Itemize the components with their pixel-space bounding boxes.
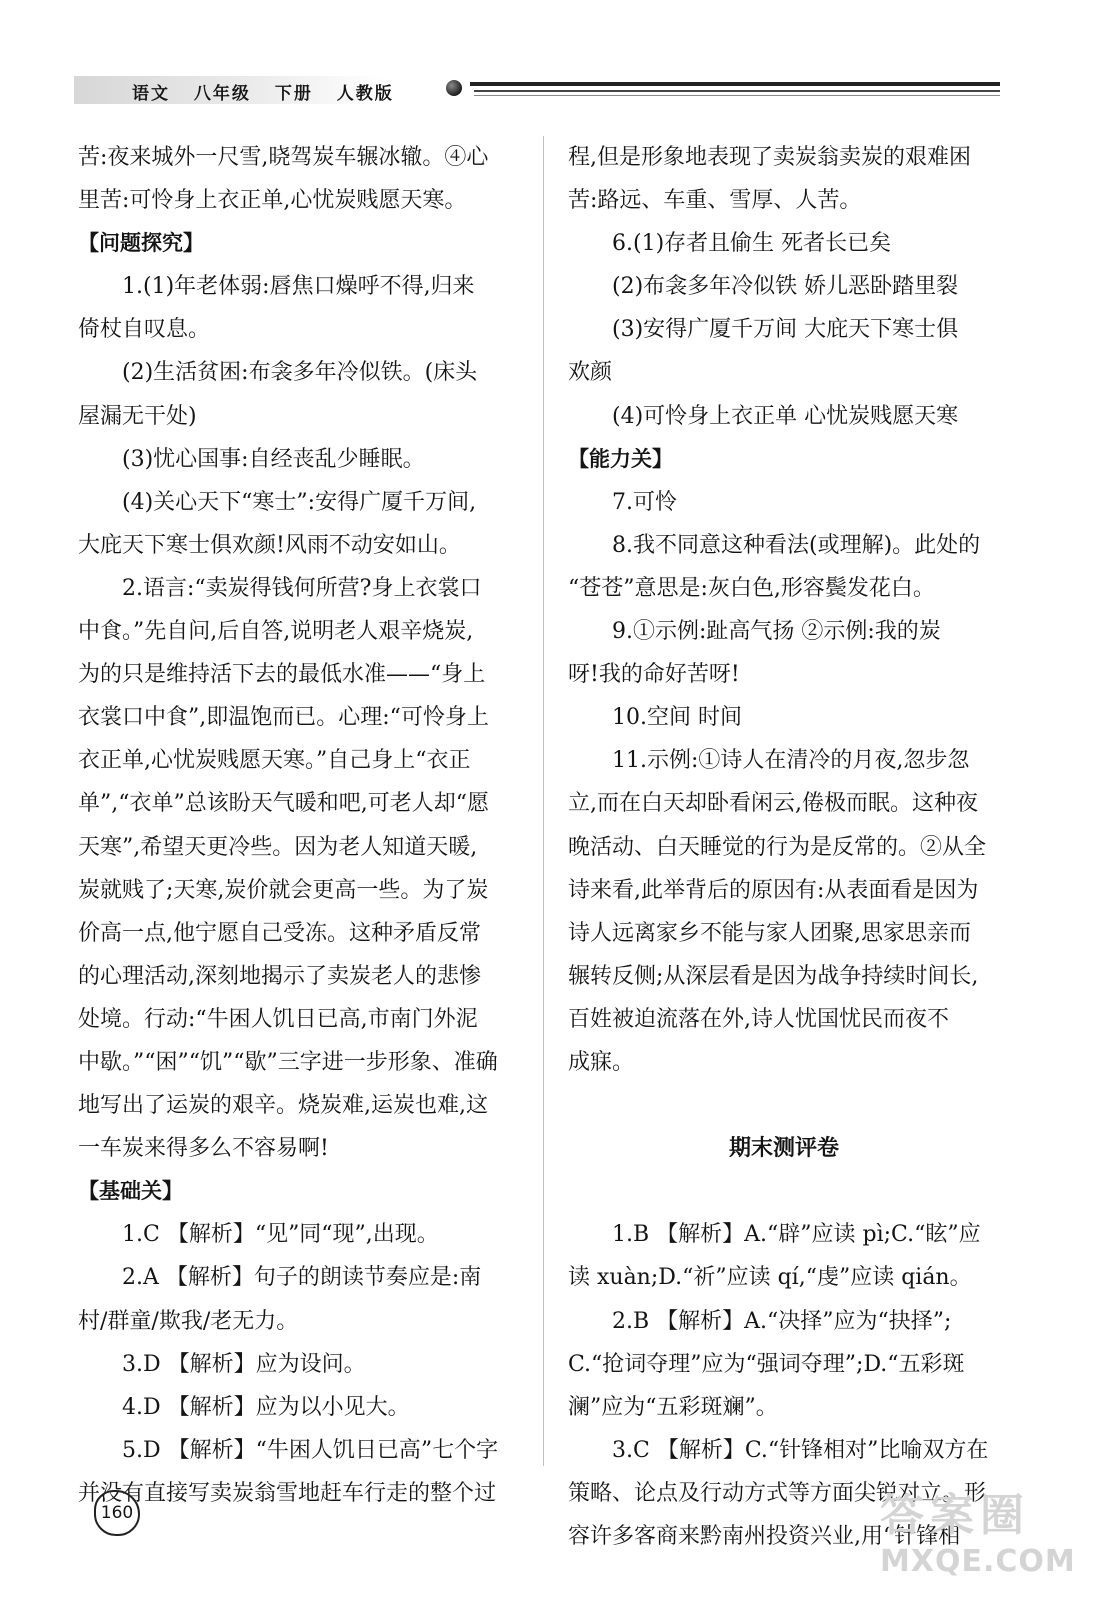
left-column — [78, 136, 520, 1515]
page-number-badge — [94, 1490, 140, 1536]
header-volume: 下册 — [274, 84, 313, 104]
header-dot-icon — [446, 80, 462, 96]
text-line: 中食。”先自问,后自答,说明老人艰辛烧炭, — [78, 619, 474, 645]
blank-line — [568, 1170, 1000, 1213]
text-line: 1.C 【解析】“见”同“现”,出现。 — [122, 1222, 439, 1248]
text-line: “苍苍”意思是:灰白色,形容鬓发花白。 — [568, 575, 935, 601]
text-line: 7.可怜 — [612, 489, 677, 515]
text-line: 炭就贱了;天寒,炭价就会更高一些。为了炭 — [78, 877, 489, 903]
page-header — [74, 70, 1004, 110]
text-line: 澜”应为“五彩斑斓”。 — [568, 1394, 778, 1420]
text-line: 地写出了运炭的艰辛。烧炭难,运炭也难,这 — [78, 1093, 488, 1119]
section-heading: 【基础关】 — [78, 1179, 183, 1204]
blank-line — [568, 1084, 1000, 1127]
column-divider — [543, 136, 544, 1466]
text-line: 3.D 【解析】应为设问。 — [122, 1351, 366, 1377]
text-line: 价高一点,他宁愿自己受冻。这种矛盾反常 — [78, 920, 481, 946]
text-line: 1.B 【解析】A.“辟”应读 pì;C.“眩”应 — [612, 1222, 981, 1248]
watermark-logo-text: 答案圈 — [880, 1490, 1030, 1541]
text-line: (4)可怜身上衣正单 心忧炭贱愿天寒 — [612, 403, 959, 429]
header-grade: 八年级 — [193, 84, 251, 104]
text-line: 一车炭来得多么不容易啊! — [78, 1136, 329, 1162]
text-line: 2.A 【解析】句子的朗读节奏应是:南 — [122, 1265, 482, 1291]
text-line: 屋漏无干处) — [78, 403, 197, 429]
text-line: 6.(1)存者且偷生 死者长已矣 — [612, 231, 892, 257]
text-line: 中歇。”“困”“饥”“歇”三字进一步形象、准确 — [78, 1049, 498, 1075]
text-line: 9.①示例:趾高气扬 ②示例:我的炭 — [612, 619, 941, 645]
text-line: 处境。行动:“牛困人饥日已高,市南门外泥 — [78, 1006, 478, 1032]
text-line: 1.(1)年老体弱:唇焦口燥呼不得,归来 — [122, 274, 475, 300]
text-line: 里苦:可怜身上衣正单,心忧炭贱愿天寒。 — [78, 188, 467, 214]
text-line: 苦:路远、车重、雪厚、人苦。 — [568, 188, 862, 214]
section-heading: 【问题探究】 — [78, 231, 204, 256]
header-text — [132, 79, 410, 104]
text-line: C.“抢词夺理”应为“强词夺理”;D.“五彩斑 — [568, 1351, 965, 1377]
text-line: 2.B 【解析】A.“决择”应为“抉择”; — [612, 1308, 952, 1334]
watermark-logo — [880, 1488, 1080, 1592]
text-line: 的心理活动,深刻地揭示了卖炭老人的悲惨 — [78, 963, 481, 989]
text-line: 诗人远离家乡不能与家人团聚,思家思亲而 — [568, 920, 971, 946]
text-line: 呀!我的命好苦呀! — [568, 662, 740, 688]
text-line: 3.C 【解析】C.“针锋相对”比喻双方在 — [612, 1437, 989, 1463]
text-line: 10.空间 时间 — [612, 705, 742, 731]
text-line: 苦:夜来城外一尺雪,晓驾炭车辗冰辙。④心 — [78, 145, 489, 170]
header-edition: 人教版 — [336, 84, 394, 104]
text-line: 为的只是维持活下去的最低水准——“身上 — [78, 662, 486, 688]
text-line: 4.D 【解析】应为以小见大。 — [122, 1394, 410, 1420]
text-line: 成寐。 — [568, 1049, 635, 1075]
header-rule — [474, 95, 1000, 96]
text-line: (4)关心天下“寒士”:安得广厦千万间, — [122, 489, 477, 515]
text-line: 单”,“衣单”总该盼天气暖和吧,可老人却“愿 — [78, 791, 489, 817]
watermark-logo-url: MXQE.COM — [880, 1544, 1076, 1579]
text-line: 晚活动、白天睡觉的行为是反常的。②从全 — [568, 834, 987, 860]
section-heading: 【能力关】 — [568, 446, 673, 471]
text-line: 立,而在白天却卧看闲云,倦极而眠。这种夜 — [568, 791, 978, 817]
text-line: 容许多客商来黔南州投资兴业,用“针锋相 — [568, 1524, 961, 1549]
text-line: (3)安得广厦千万间 大庇天下寒士俱 — [612, 317, 959, 343]
header-subject: 语文 — [132, 84, 170, 104]
text-line: 倚杖自叹息。 — [78, 317, 211, 343]
text-line: 衣裳口中食”,即温饱而已。心理:“可怜身上 — [78, 705, 489, 731]
text-line: 并没有直接写卖炭翁雪地赶车行走的整个过 — [78, 1480, 497, 1506]
text-line: 天寒”,希望天更冷些。因为老人知道天暖, — [78, 834, 478, 860]
text-line: (2)生活贫困:布衾多年冷似铁。(床头 — [122, 360, 478, 386]
text-line: 程,但是形象地表现了卖炭翁卖炭的艰难困 — [568, 145, 971, 170]
text-line: 大庇天下寒士俱欢颜!风雨不动安如山。 — [78, 532, 461, 558]
text-line: 2.语言:“卖炭得钱何所营?身上衣裳口 — [122, 575, 482, 601]
right-column — [568, 136, 1000, 1558]
text-line: 读 xuàn;D.“祈”应读 qí,“虔”应读 qián。 — [568, 1265, 972, 1291]
text-line: 11.示例:①诗人在清冷的月夜,忽步忽 — [612, 748, 970, 774]
text-line: 策略、论点及行动方式等方面尖锐对立。形 — [568, 1480, 987, 1506]
text-line: 村/群童/欺我/老无力。 — [78, 1308, 299, 1334]
text-line: (2)布衾多年冷似铁 娇儿恶卧踏里裂 — [612, 274, 959, 300]
text-line: 8.我不同意这种看法(或理解)。此处的 — [612, 532, 981, 558]
text-line: 欢颜 — [568, 360, 613, 386]
text-line: 诗来看,此举背后的原因有:从表面看是因为 — [568, 877, 979, 903]
section-title: 期末测评卷 — [728, 1136, 839, 1162]
header-rule — [474, 90, 1000, 92]
text-line: 5.D 【解析】“牛困人饥日已高”七个字 — [122, 1437, 499, 1463]
header-rule — [470, 82, 1000, 86]
text-line: (3)忧心国事:自经丧乱少睡眠。 — [122, 446, 425, 472]
text-line: 衣正单,心忧炭贱愿天寒。”自己身上“衣正 — [78, 748, 471, 774]
text-line: 辗转反侧;从深层看是因为战争持续时间长, — [568, 963, 979, 989]
page-number: 160 — [100, 1503, 134, 1523]
text-line: 百姓被迫流落在外,诗人忧国忧民而夜不 — [568, 1006, 949, 1032]
